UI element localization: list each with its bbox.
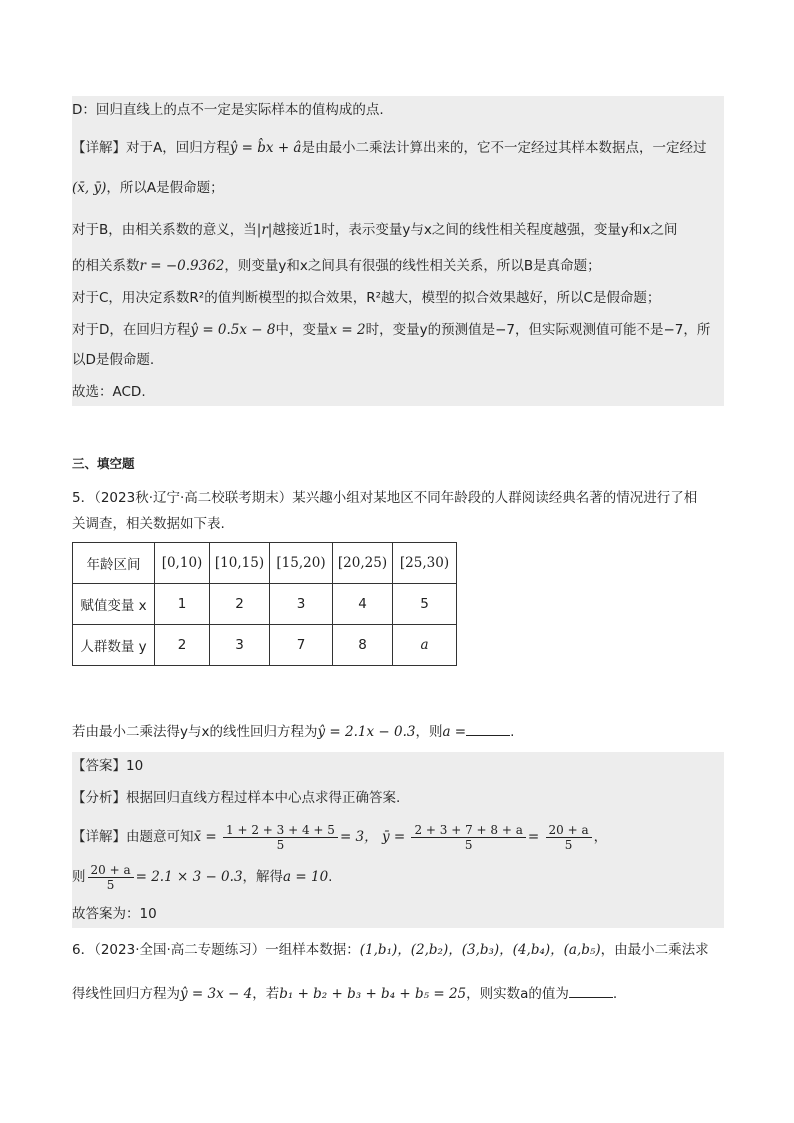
analysis-line: 【分析】根据回归直线方程过样本中心点求得正确答案. — [72, 790, 401, 806]
option-d-text: D：回归直线上的点不一定是实际样本的值构成的点. — [72, 102, 384, 118]
fraction: $\frac{20 + a}{5}$ — [88, 863, 134, 892]
solve-line: 则 $\frac{20 + a}{5}$ = 2.1 × 3 − 0.3，解得a = 10. — [72, 862, 333, 892]
detail-d-line-2: 以D是假命题. — [72, 352, 155, 368]
question-6-line-2: 得线性回归方程为ŷ = 3x − 4，若b₁ + b₂ + b₃ + b₄ + b₅ = 25，则实数a的值为 . — [72, 986, 618, 1002]
table-cell: 2 — [210, 584, 270, 625]
table-cell: 3 — [210, 625, 270, 666]
question-5-line-2: 关调查，相关数据如下表. — [72, 516, 225, 532]
table-row — [73, 584, 457, 625]
detail-d-line-1: 对于D，在回归方程ŷ = 0.5x − 8中，变量x = 2时，变量y的预测值是−7，但实际观测值可能不是−7，所 — [72, 322, 711, 338]
question-5-line-1: 5．（2023秋·辽宁·高二校联考期末）某兴趣小组对某地区不同年龄段的人群阅读经典名著的情况进行了相 — [72, 490, 698, 506]
age-data-table — [72, 542, 457, 666]
final-answer-line: 故答案为：10 — [72, 906, 157, 922]
table-cell: [15,20) — [270, 543, 333, 584]
table-cell: [20,25) — [333, 543, 393, 584]
answer-blank — [466, 722, 510, 736]
table-cell: 4 — [333, 584, 393, 625]
detail-b-line-2: 的相关系数r = −0.9362，则变量y和x之间具有很强的线性相关关系，所以B是真命题； — [72, 258, 601, 274]
table-cell: 赋值变量 x — [73, 584, 155, 625]
detail-5-line: 【详解】由题意可知x̄ = $\frac{1 + 2 + 3 + 4 + 5}{5}$ = 3， ȳ = $\frac{2 + 3 + 7 + 8 + a}{5}$ = $\frac{20 + a}{5}$ ， — [72, 822, 608, 852]
table-cell: 人群数量 y — [73, 625, 155, 666]
table-row — [73, 625, 457, 666]
question-6-line-1: 6．（2023·全国·高二专题练习）一组样本数据：(1,b₁)，(2,b₂)，(3,b₃)，(4,b₄)，(a,b₅)，由最小二乘法求 — [72, 942, 709, 958]
detail-a-line: 【详解】对于A，回归方程ŷ = b̂x + â是由最小二乘法计算出来的，它不一定经过其样本数据点，一定经过 — [72, 140, 707, 156]
table-cell: 7 — [270, 625, 333, 666]
answer-line: 【答案】10 — [72, 758, 144, 774]
fraction: $\frac{2 + 3 + 7 + 8 + a}{5}$ — [411, 823, 525, 852]
table-cell: 5 — [393, 584, 457, 625]
table-cell: [25,30) — [393, 543, 457, 584]
detail-c-line: 对于C，用决定系数R²的值判断模型的拟合效果，R²越大，模型的拟合效果越好，所以C是假命题； — [72, 290, 661, 306]
choose-line: 故选：ACD. — [72, 384, 146, 400]
table-cell: 2 — [155, 625, 210, 666]
table-cell: 3 — [270, 584, 333, 625]
fraction: $\frac{1 + 2 + 3 + 4 + 5}{5}$ — [223, 823, 338, 852]
question-5-stem: 若由最小二乘法得y与x的线性回归方程为ŷ = 2.1x − 0.3，则a = . — [72, 724, 515, 740]
detail-b-line-1: 对于B，由相关系数的意义，当|r|越接近1时，表示变量y与x之间的线性相关程度越强，变量y和x之间 — [72, 222, 678, 238]
answer-blank — [569, 984, 613, 998]
fraction: $\frac{20 + a}{5}$ — [546, 823, 592, 852]
table-cell: 年龄区间 — [73, 543, 155, 584]
table-cell: a — [393, 625, 457, 666]
table-cell: [10,15) — [210, 543, 270, 584]
table-cell: 1 — [155, 584, 210, 625]
table-row — [73, 543, 457, 584]
table-cell: 8 — [333, 625, 393, 666]
table-cell: [0,10) — [155, 543, 210, 584]
detail-a-line-2: (x̄, ȳ)，所以A是假命题； — [72, 180, 224, 196]
section-heading: 三、填空题 — [72, 456, 135, 471]
